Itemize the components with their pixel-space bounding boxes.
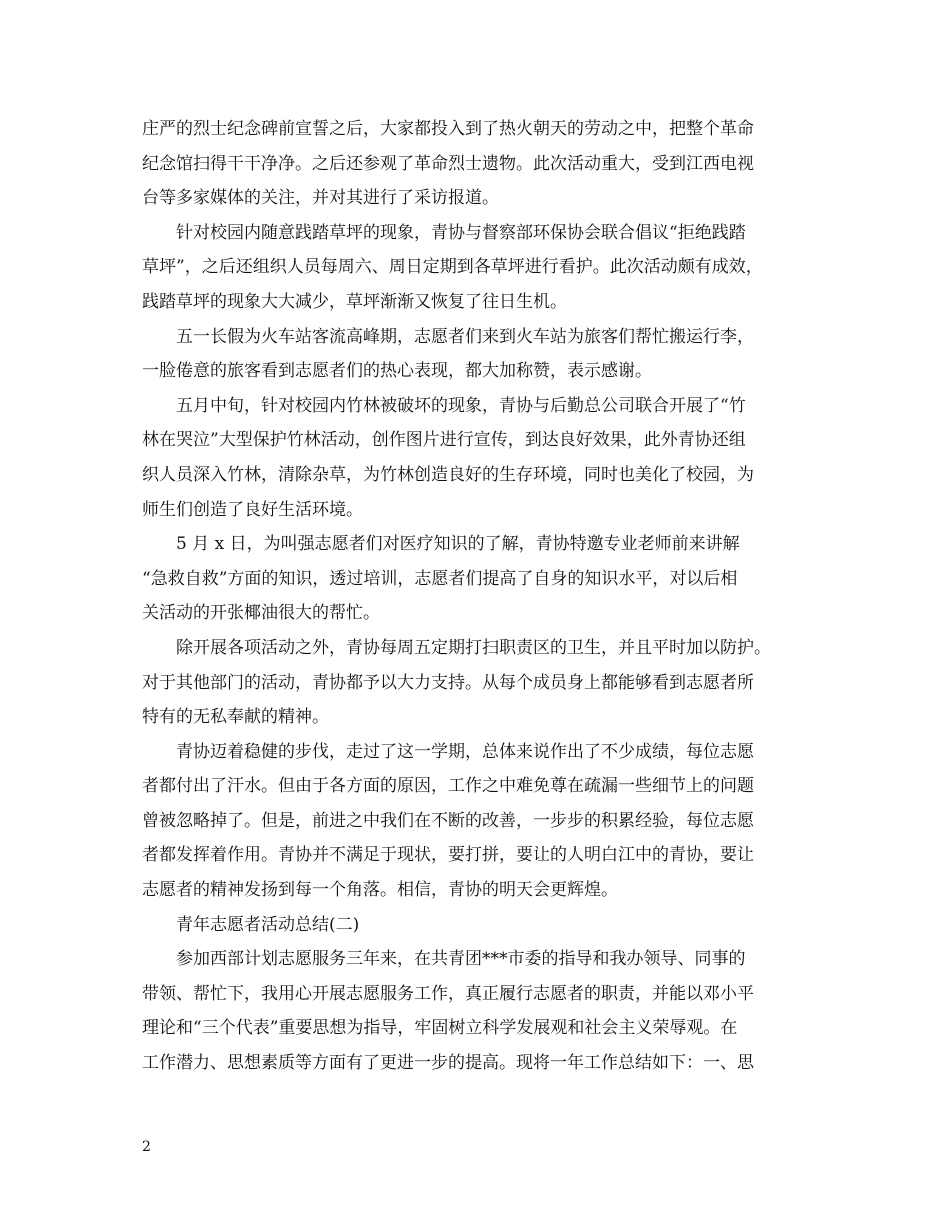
text-line: 台等多家媒体的关注，并对其进行了采访报道。	[142, 188, 499, 209]
text-line: 五一长假为火车站客流高峰期，志愿者们来到火车站为旅客们帮忙搬运行李，	[176, 326, 754, 347]
text-line: 织人员深入竹林，清除杂草，为竹林创造良好的生存环境，同时也美化了校园，为	[142, 464, 754, 485]
text-line: 带领、帮忙下，我用心开展志愿服务工作，真正履行志愿者的职责，并能以邓小平	[142, 983, 754, 1004]
text-line: 理论和“三个代表”重要思想为指导，牢固树立科学发展观和社会主义荣辱观。在	[142, 1018, 738, 1039]
text-line: 林在哭泣”大型保护竹林活动，创作图片进行宣传，到达良好效果，此外青协还组	[142, 430, 746, 451]
text-line: 青协迈着稳健的步伐，走过了这一学期，总体来说作出了不少成绩，每位志愿	[176, 741, 754, 762]
text-line: 草坪”，之后还组织人员每周六、周日定期到各草坪进行看护。此次活动颇有成效，	[142, 257, 763, 278]
text-line: 庄严的烈士纪念碑前宣誓之后，大家都投入到了热火朝天的劳动之中，把整个革命	[142, 119, 754, 139]
text-line: “急救自救”方面的知识，透过培训，志愿者们提高了自身的知识水平，对以后相	[142, 568, 738, 589]
text-line: 特有的无私奉献的精神。	[142, 707, 329, 728]
text-line: 纪念馆扫得干干净净。之后还参观了革命烈士遗物。此次活动重大，受到江西电视	[142, 153, 754, 174]
text-line: 关活动的开张椰油很大的帮忙。	[142, 603, 380, 624]
text-line: 曾被忽略掉了。但是，前进之中我们在不断的改善，一步步的积累经验，每位志愿	[142, 810, 754, 831]
text-line: 一脸倦意的旅客看到志愿者们的热心表现，都大加称赞，表示感谢。	[142, 361, 652, 382]
text-line: 五月中旬，针对校园内竹林被破坏的现象，青协与后勤总公司联合开展了“竹	[176, 395, 746, 416]
text-line: 对于其他部门的活动，青协都予以大力支持。从每个成员身上都能够看到志愿者所	[142, 672, 754, 693]
text-line: 践踏草坪的现象大大减少，草坪渐渐又恢复了往日生机。	[142, 291, 567, 312]
text-line: 者都发挥着作用。青协并不满足于现状，要打拼，要让的人明白江中的青协，要让	[142, 845, 754, 866]
document-body	[142, 112, 812, 1081]
text-line: 除开展各项活动之外，青协每周五定期打扫职责区的卫生，并且平时加以防护。	[176, 637, 771, 658]
text-line: 参加西部计划志愿服务三年来，在共青团***市委的指导和我办领导、同事的	[176, 949, 746, 970]
text-line: 者都付出了汗水。但由于各方面的原因，工作之中难免尊在疏漏一些细节上的问题	[142, 776, 754, 797]
text-line: 青年志愿者活动总结(二)	[176, 914, 360, 935]
text-line: 工作潜力、思想素质等方面有了更进一步的提高。现将一年工作总结如下：一、思	[142, 1053, 754, 1074]
text-line: 师生们创造了良好生活环境。	[142, 499, 363, 520]
text-line: 5 月 x 日，为叫强志愿者们对医疗知识的了解，青协特邀专业老师前来讲解	[176, 534, 740, 555]
text-line: 针对校园内随意践踏草坪的现象，青协与督察部环保协会联合倡议“拒绝践踏	[176, 222, 746, 243]
page-number: 2	[142, 1139, 151, 1155]
text-line: 志愿者的精神发扬到每一个角落。相信，青协的明天会更辉煌。	[142, 880, 618, 901]
